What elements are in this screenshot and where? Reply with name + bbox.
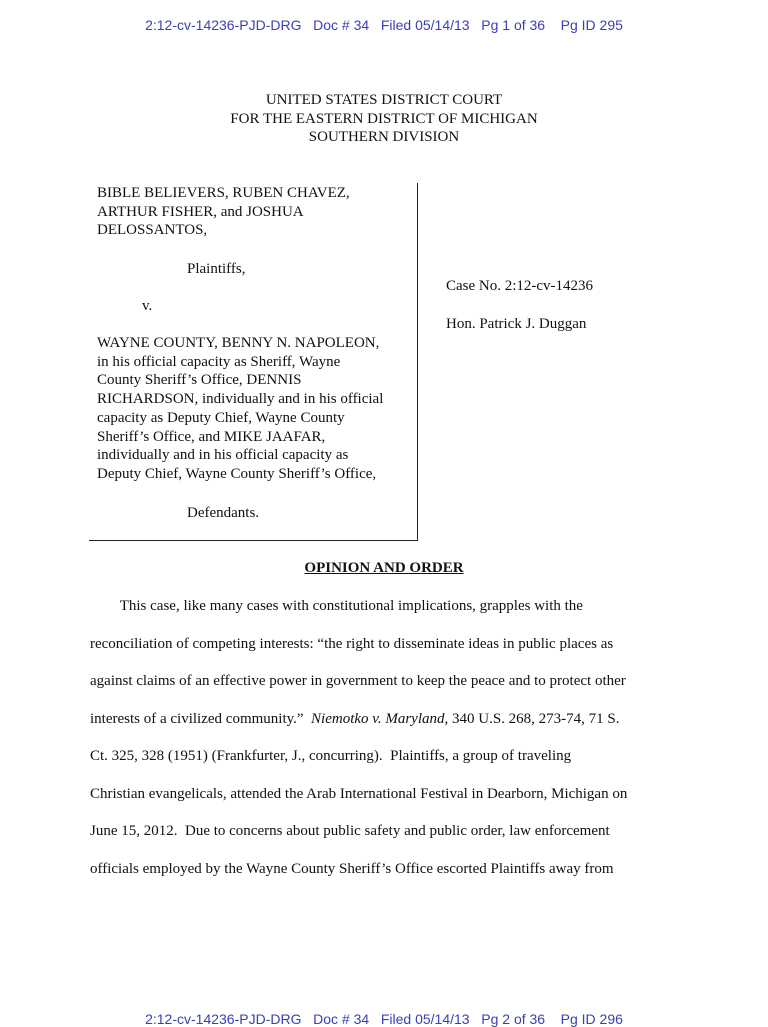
- page-header-stamp: 2:12-cv-14236-PJD-DRG Doc # 34 Filed 05/14/13 Pg 1 of 36 Pg ID 295: [145, 17, 623, 33]
- judge-name: Hon. Patrick J. Duggan: [446, 316, 587, 332]
- caption-line: Sheriff’s Office, and MIKE JAAFAR,: [97, 428, 326, 445]
- plaintiffs-label: Plaintiffs,: [187, 261, 246, 277]
- caption-line: DELOSSANTOS,: [97, 222, 208, 239]
- caption-line: ARTHUR FISHER, and JOSHUA: [97, 203, 304, 220]
- defendants-label: Defendants.: [187, 505, 260, 521]
- caption-line: WAYNE COUNTY, BENNY N. NAPOLEON,: [97, 335, 380, 351]
- court-district: FOR THE EASTERN DISTRICT OF MICHIGAN: [230, 110, 538, 127]
- opinion-title: OPINION AND ORDER: [304, 560, 464, 576]
- caption-line: County Sheriff’s Office, DENNIS: [97, 372, 302, 389]
- caption-divider-horizontal: [89, 540, 418, 541]
- next-page-header-stamp: 2:12-cv-14236-PJD-DRG Doc # 34 Filed 05/14/13 Pg 2 of 36 Pg ID 296: [145, 1011, 623, 1027]
- body-line: against claims of an effective power in government to keep the peace and to protect other: [90, 673, 626, 689]
- court-heading: [0, 91, 768, 147]
- body-line: officials employed by the Wayne County Sheriff’s Office escorted Plaintiffs away from: [90, 861, 614, 877]
- caption-line: in his official capacity as Sheriff, Wayne: [97, 353, 341, 370]
- body-line-citation: [90, 711, 620, 728]
- caption-line: RICHARDSON, individually and in his official: [97, 391, 384, 408]
- defendants-names: [97, 334, 417, 484]
- body-line: Ct. 325, 328 (1951) (Frankfurter, J., concurring). Plaintiffs, a group of traveling: [90, 748, 572, 764]
- body-line: reconciliation of competing interests: “the right to disseminate ideas in public places as: [90, 636, 614, 652]
- plaintiffs-names: [97, 184, 415, 240]
- court-division: SOUTHERN DIVISION: [308, 129, 460, 145]
- citation-lead: interests of a civilized community.”: [90, 711, 304, 727]
- body-line: Christian evangelicals, attended the Arab International Festival in Dearborn, Michigan on: [90, 786, 628, 802]
- caption-divider-vertical: [417, 183, 418, 540]
- case-number: Case No. 2:12-cv-14236: [446, 278, 594, 294]
- caption-line: Deputy Chief, Wayne County Sheriff’s Office,: [97, 465, 377, 482]
- citation-case-name: Niemotko v. Maryland: [311, 711, 445, 727]
- caption-line: individually and in his official capacity as: [97, 447, 349, 464]
- body-line: June 15, 2012. Due to concerns about public safety and public order, law enforcement: [90, 823, 610, 839]
- citation-reporter: , 340 U.S. 268, 273-74, 71 S.: [444, 711, 620, 727]
- caption-line: capacity as Deputy Chief, Wayne County: [97, 409, 345, 426]
- court-name: UNITED STATES DISTRICT COURT: [265, 92, 503, 108]
- caption-line: BIBLE BELIEVERS, RUBEN CHAVEZ,: [97, 185, 350, 201]
- body-line: This case, like many cases with constitutional implications, grapples with the: [90, 598, 583, 614]
- versus: v.: [142, 298, 153, 314]
